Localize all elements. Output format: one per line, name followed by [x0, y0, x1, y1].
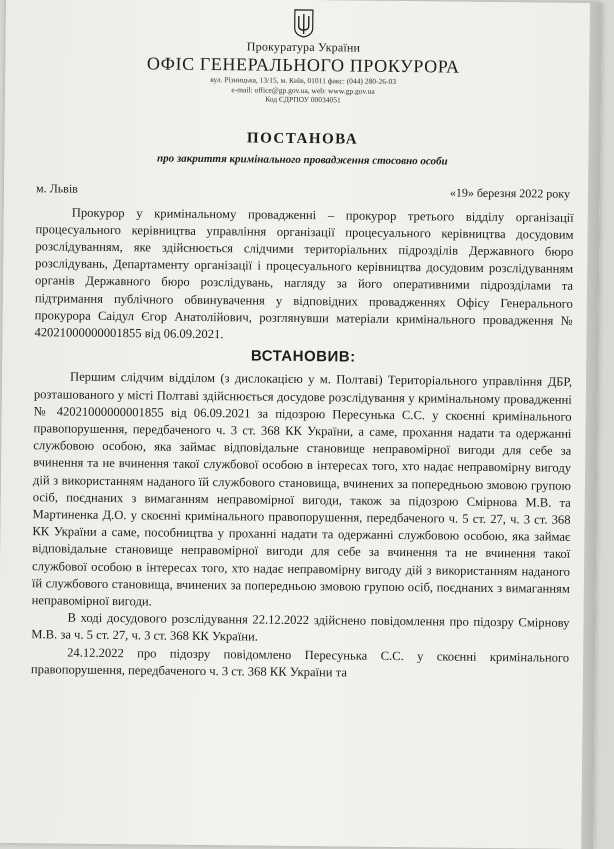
letterhead: [5, 0, 602, 108]
trident-emblem-icon: [293, 8, 315, 38]
city: м. Львів: [35, 180, 78, 196]
paragraph-1: Першим слідчим відділом (з дислокацією у м. Полтаві) Територіального управління ДБР, розташованого у місті Полтаві здійснюється досудове розслідування у кримінальному провадженні № 42021000000001855 від 06.09.2021 за підозрою Пересунька С.С. у скоєнні кримінального правопорушення, передбаченого ч. 3 ст. 368 КК України, а саме, прохання надати та одержанні службовою особою, яка займає відповідальне становище неправомірної вигоди для себе за вчинення та не вчинення такої службової особою в інтересах того, хто надає неправомірну вигоду дій з використанням наданого їй службового становища, вчинених за попередньою змовою групою осіб, поєднаних з вимаганням неправомірної вигоди, також за підозрою Смірнова М.В. та Мартиненка Д.О. у скоєнні кримінального правопорушення, передбаченого ч. 5 ст. 27, ч. 3 ст. 368 КК України а саме, пособництва у проханні надати та одержанні службовою особою, яка займає відповідальне становище неправомірної вигоди для себе за вчинення та не вчинення такої службової особою в інтересах того, хто надає неправомірну вигоду дій з використанням наданого їй службового становища, вчинених за попередньою змовою групою осіб, поєднаних з вимаганням неправомірної вигоди.: [31, 369, 573, 609]
dateline: [36, 181, 570, 202]
office-edrpou: Код ЄДРПОУ 00034051: [265, 94, 341, 105]
page-edge: [581, 3, 602, 849]
document-body: [31, 204, 574, 684]
date: «19» березня 2022 року: [449, 185, 571, 201]
office-address: вул. Різницька, 13/15, м. Київ, 01011 факс: (044) 280-26-03: [210, 75, 397, 86]
intro-paragraph: Прокурор у кримінальному провадженні – прокурор третього відділу організації процесуального керівництва управління організації процесуального керівництва досудовим розслідуванням, яке здійснюється слідчими територіальних підрозділів Державного бюро розслідувань, Департаменту організації і процесуального керівництва досудовим розслідуванням органів Державного бюро розслідувань, нагляду за його оперативними підрозділами та підтримання публічного обвинувачення у відповідних провадженнях Офісу Генерального прокурора Саідул Єгор Анатолійович, розглянувши матеріали кримінального провадження № 42021000000001855 від 06.09.2021.: [34, 205, 574, 342]
paragraph-3: 24.12.2022 про підозру повідомлено Пересунька С.С. у скоєнні кримінального правопорушення, передбаченого ч. 3 ст. 368 КК України та: [30, 645, 570, 680]
prosecutor-label: Прокуратура України: [246, 39, 361, 55]
paragraph-2: В ході досудового розслідування 22.12.2022 здійснено повідомлення про підозру Смірнову М.В. за ч. 5 ст. 27, ч. 3 ст. 368 КК України.: [31, 610, 570, 644]
section-heading: ВСТАНОВИВ:: [250, 347, 356, 366]
document-title: ПОСТАНОВА: [246, 129, 359, 148]
document-subtitle: про закриття кримінального провадження стосовно особи: [156, 151, 448, 168]
office-name: ОФІС ГЕНЕРАЛЬНОГО ПРОКУРОРА: [146, 53, 460, 77]
office-contacts: e-mail: office@gp.gov.ua, web: www.gp.gov.ua: [231, 84, 375, 96]
